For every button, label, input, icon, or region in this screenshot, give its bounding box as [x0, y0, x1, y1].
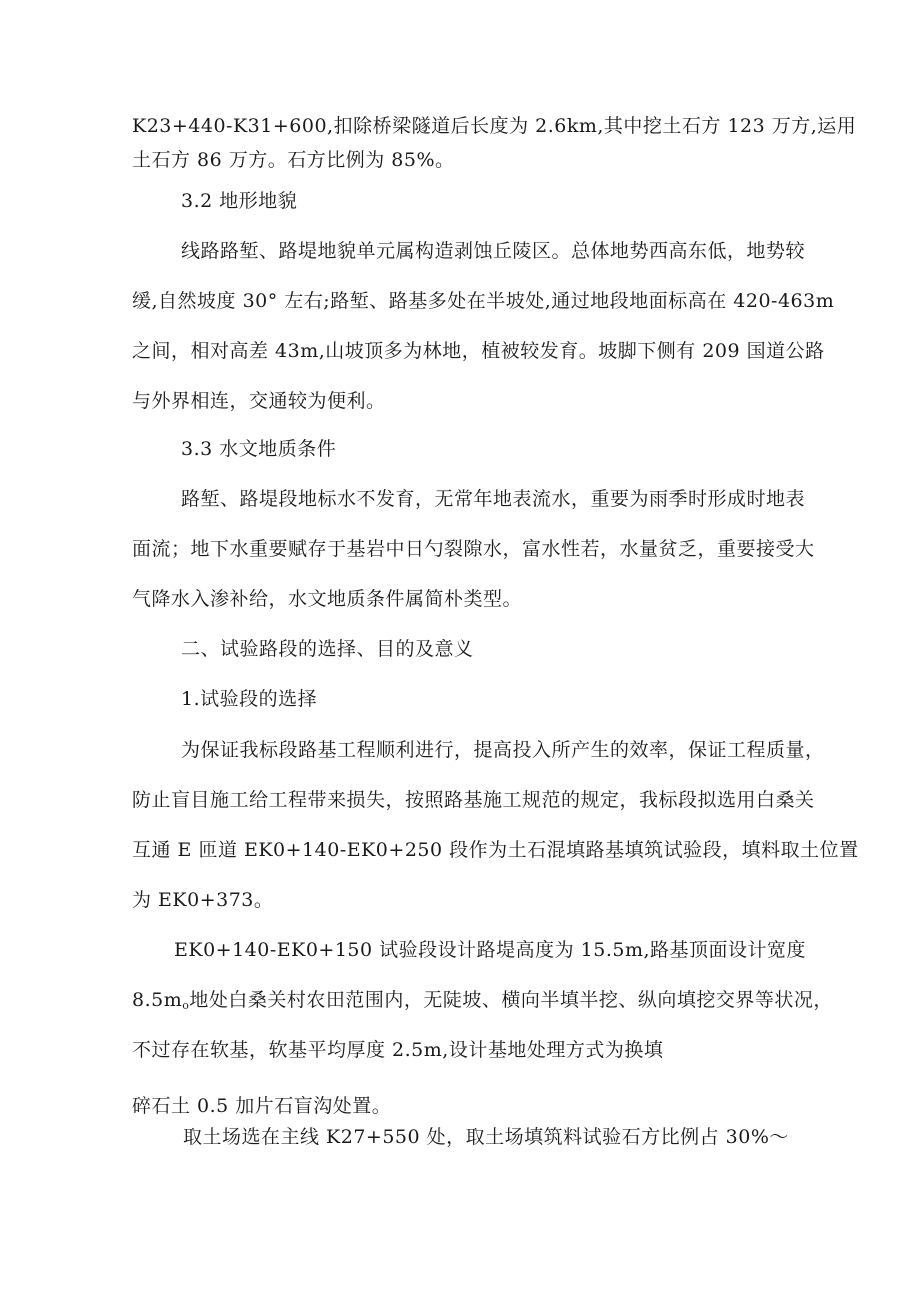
paragraph-line: 面流；地下水重要赋存于基岩中日勺裂隙水，富水性若，水量贫乏，重要接受大: [132, 538, 815, 560]
paragraph-line: 为保证我标段路基工程顺利进行，提高投入所产生的效率，保证工程质量，: [181, 739, 825, 761]
subscript-mark: o: [182, 999, 190, 1012]
section-heading-3-3: 3.3 水文地质条件: [181, 438, 337, 460]
paragraph-line: 路堑、路堤段地标水不发育，无常年地表流水，重要为雨季时形成时地表: [181, 488, 806, 510]
section-heading-3-2: 3.2 地形地貌: [181, 190, 298, 212]
paragraph-line: 不过存在软基，软基平均厚度 2.5m,设计基地处理方式为换填: [132, 1039, 664, 1061]
paragraph-line-text: 地处白桑关村农田范围内，无陡坡、横向半填半挖、纵向填挖交界等状况，: [189, 989, 833, 1011]
paragraph-line: 之间，相对高差 43m,山坡顶多为林地，植被较发育。坡脚下侧有 209 国道公路: [132, 340, 825, 362]
paragraph-line: 取土场选在主线 K27+550 处，取土场填筑料试验石方比例占 30%～: [183, 1126, 789, 1148]
paragraph-line: 缓,自然坡度 30° 左右;路堑、路基多处在半坡处,通过地段地面标高在 420-463m: [132, 290, 835, 312]
subsection-heading-1: 1.试验段的选择: [181, 688, 318, 710]
paragraph-line: 线路路堑、路堤地貌单元属构造剥蚀丘陵区。总体地势西高东低，地势较: [181, 240, 806, 262]
paragraph-line: 土石方 86 万方。石方比例为 85%。: [132, 149, 455, 171]
section-heading-2: 二、试验路段的选择、目的及意义: [181, 638, 474, 660]
paragraph-line: K23+440-K31+600,扣除桥梁隧道后长度为 2.6km,其中挖土石方 123 万方,运用: [132, 115, 857, 137]
width-value: 8.5m: [132, 989, 183, 1011]
paragraph-line: 与外界相连，交通较为便利。: [132, 390, 386, 412]
paragraph-line: EK0+140-EK0+150 试验段设计路堤高度为 15.5m,路基顶面设计宽度: [174, 939, 807, 961]
paragraph-line: 为 EK0+373。: [132, 889, 274, 911]
paragraph-line: 互通 E 匝道 EK0+140-EK0+250 段作为土石混填路基填筑试验段，填料取土位置: [132, 839, 859, 861]
paragraph-line: 防止盲目施工给工程带来损失，按照路基施工规范的规定，我标段拟选用白桑关: [132, 789, 815, 811]
paragraph-line: [132, 987, 833, 1019]
paragraph-line: 气降水入渗补给，水文地质条件属简朴类型。: [132, 588, 523, 610]
paragraph-line: 碎石土 0.5 加片石盲沟处置。: [132, 1095, 392, 1117]
